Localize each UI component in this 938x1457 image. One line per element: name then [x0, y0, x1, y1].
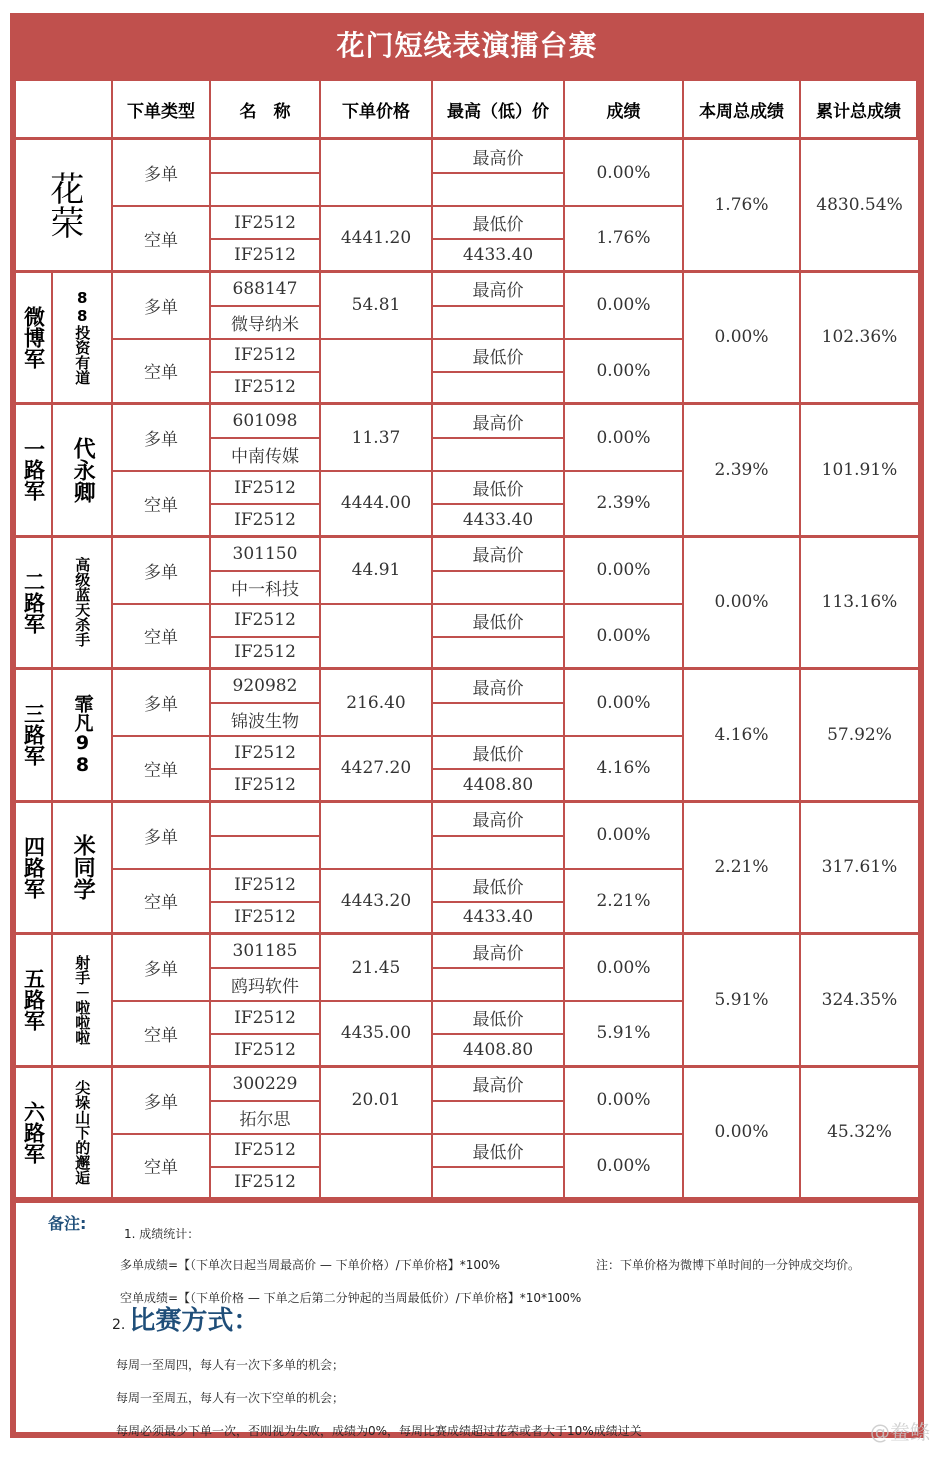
low-price-value: 4408.80 [433, 1035, 563, 1064]
participant-name-text: 88投资有道 [73, 289, 92, 386]
group-label [16, 803, 51, 933]
column-header: 累计总成绩 [801, 81, 916, 137]
result-long: 0.00% [565, 538, 682, 603]
weekly-total: 0.00% [684, 538, 799, 668]
result-long: 0.00% [565, 273, 682, 338]
group-label-text: 四路军 [21, 835, 46, 899]
stock-code: 601098 [211, 405, 319, 437]
order-price-long [321, 140, 431, 205]
stock-name: IF2512 [211, 1168, 319, 1197]
order-price-short: 4441.20 [321, 207, 431, 269]
high-price-value [433, 439, 563, 470]
page-title: 花门短线表演擂台赛 [336, 29, 598, 62]
cumulative-total: 324.35% [801, 935, 918, 1065]
high-price-value [433, 307, 563, 338]
low-price-label: 最低价 [433, 207, 563, 238]
low-price-value: 4433.40 [433, 903, 563, 932]
order-price-short [321, 605, 431, 667]
stock-name: IF2512 [211, 638, 319, 667]
low-price-label: 最低价 [433, 1135, 563, 1166]
short-formula: 空单成绩=【（下单价格 — 下单之后第二分钟起的当周最低价）/下单价格】*10*100% [120, 1291, 582, 1305]
result-short: 1.76% [565, 207, 682, 269]
stock-name: IF2512 [211, 903, 319, 932]
weekly-total: 1.76% [684, 140, 799, 270]
order-price-short [321, 340, 431, 402]
stock-name: 锦波生物 [211, 704, 319, 735]
order-type-long: 多单 [113, 670, 209, 735]
column-header: 名 称 [211, 81, 319, 137]
result-short: 0.00% [565, 1135, 682, 1197]
low-price-label: 最低价 [433, 737, 563, 768]
order-type-short: 空单 [113, 870, 209, 932]
group-label-text: 三路军 [21, 703, 46, 767]
cumulative-total: 45.32% [801, 1068, 918, 1198]
weekly-total: 0.00% [684, 1068, 799, 1198]
participant-name-text: 米同学 [70, 834, 96, 901]
cumulative-total: 4830.54% [801, 140, 918, 270]
high-price-label: 最高价 [433, 405, 563, 437]
order-type-short: 空单 [113, 1002, 209, 1064]
high-price-value [433, 969, 563, 1000]
result-long: 0.00% [565, 935, 682, 1000]
header-corner [16, 81, 111, 137]
group-label-text: 微博军 [21, 305, 46, 369]
participant-name [53, 273, 111, 403]
stock-code: IF2512 [211, 472, 319, 503]
group-label [16, 405, 51, 535]
weekly-total: 0.00% [684, 273, 799, 403]
group-label-text: 五路军 [21, 968, 46, 1032]
high-price-label: 最高价 [433, 140, 563, 172]
result-long: 0.00% [565, 140, 682, 205]
stock-code: IF2512 [211, 870, 319, 901]
low-price-label: 最低价 [433, 340, 563, 371]
participant-name-text: 代永卿 [70, 436, 96, 503]
stock-name: 中南传媒 [211, 439, 319, 470]
cumulative-total: 113.16% [801, 538, 918, 668]
high-price-value [433, 572, 563, 603]
low-price-value: 4408.80 [433, 770, 563, 799]
stock-name: 拓尔思 [211, 1102, 319, 1133]
stock-code: 300229 [211, 1068, 319, 1100]
high-price-label: 最高价 [433, 273, 563, 305]
group-label [16, 935, 51, 1065]
stock-code: IF2512 [211, 605, 319, 636]
low-price-value: 4433.40 [433, 240, 563, 269]
long-formula: 多单成绩=【（下单次日起当周最高价 — 下单价格）/下单价格】*100% [120, 1258, 501, 1272]
result-short: 5.91% [565, 1002, 682, 1064]
stock-name: IF2512 [211, 770, 319, 799]
result-short: 0.00% [565, 340, 682, 402]
order-price-short [321, 1135, 431, 1197]
result-short: 2.21% [565, 870, 682, 932]
low-price-label: 最低价 [433, 472, 563, 503]
participant-name-text: 霏凡98 [71, 693, 94, 776]
stock-code [211, 803, 319, 835]
participant-name [53, 803, 111, 933]
column-header: 最高（低）价 [433, 81, 563, 137]
stock-name: IF2512 [211, 1035, 319, 1064]
order-price-short: 4444.00 [321, 472, 431, 534]
stock-code: IF2512 [211, 207, 319, 238]
column-header: 下单价格 [321, 81, 431, 137]
order-type-long: 多单 [113, 935, 209, 1000]
order-type-long: 多单 [113, 803, 209, 868]
cumulative-total: 102.36% [801, 273, 918, 403]
stock-name: 中一科技 [211, 572, 319, 603]
stock-code: IF2512 [211, 340, 319, 371]
participant-name [16, 140, 111, 270]
participant-name [53, 670, 111, 800]
result-long: 0.00% [565, 1068, 682, 1133]
result-long: 0.00% [565, 670, 682, 735]
stock-code: IF2512 [211, 1135, 319, 1166]
result-short: 2.39% [565, 472, 682, 534]
order-type-long: 多单 [113, 405, 209, 470]
result-long: 0.00% [565, 803, 682, 868]
order-price-short: 4443.20 [321, 870, 431, 932]
price-note: 注：下单价格为微博下单时间的一分钟成交均价。 [596, 1258, 861, 1272]
section-2-number: 2. [112, 1317, 126, 1333]
high-price-label: 最高价 [433, 538, 563, 570]
weekly-total: 2.21% [684, 803, 799, 933]
participant-name-text: 射手－啦啦啦 [73, 954, 92, 1045]
section-2-title: 比赛方式： [129, 1306, 260, 1336]
participant-name [53, 405, 111, 535]
stock-code: 301150 [211, 538, 319, 570]
low-price-label: 最低价 [433, 1002, 563, 1033]
order-type-long: 多单 [113, 140, 209, 205]
high-price-label: 最高价 [433, 935, 563, 967]
stock-name: 微导纳米 [211, 307, 319, 338]
group-label-text: 六路军 [21, 1100, 46, 1164]
stock-name: IF2512 [211, 505, 319, 534]
group-label [16, 538, 51, 668]
order-price-long: 216.40 [321, 670, 431, 735]
stock-code: 920982 [211, 670, 319, 702]
low-price-value [433, 1168, 563, 1197]
stock-code: IF2512 [211, 1002, 319, 1033]
result-long: 0.00% [565, 405, 682, 470]
low-price-value [433, 373, 563, 402]
low-price-value [433, 638, 563, 667]
high-price-value [433, 174, 563, 205]
low-price-label: 最低价 [433, 605, 563, 636]
rule-1: 每周一至周四，每人有一次下多单的机会； [116, 1358, 345, 1372]
order-type-long: 多单 [113, 1068, 209, 1133]
group-label [16, 273, 51, 403]
low-price-label: 最低价 [433, 870, 563, 901]
high-price-value [433, 704, 563, 735]
order-type-long: 多单 [113, 273, 209, 338]
participant-name [53, 538, 111, 668]
stock-name [211, 174, 319, 205]
order-type-short: 空单 [113, 605, 209, 667]
notes-item-1: 1. 成绩统计： [124, 1227, 200, 1241]
column-header: 成绩 [565, 81, 682, 137]
high-price-value [433, 837, 563, 868]
order-type-long: 多单 [113, 538, 209, 603]
stock-name: 鸥玛软件 [211, 969, 319, 1000]
group-label [16, 1068, 51, 1198]
order-price-short: 4427.20 [321, 737, 431, 799]
low-price-value: 4433.40 [433, 505, 563, 534]
high-price-label: 最高价 [433, 670, 563, 702]
participant-name [53, 935, 111, 1065]
high-price-label: 最高价 [433, 803, 563, 835]
watermark: @鲞鲦 [870, 1420, 930, 1444]
weekly-total: 4.16% [684, 670, 799, 800]
stock-name [211, 837, 319, 868]
order-type-short: 空单 [113, 472, 209, 534]
order-type-short: 空单 [113, 737, 209, 799]
order-price-long: 20.01 [321, 1068, 431, 1133]
group-label-text: 二路军 [21, 570, 46, 634]
column-header: 下单类型 [113, 81, 209, 137]
order-price-long: 54.81 [321, 273, 431, 338]
stock-name: IF2512 [211, 240, 319, 269]
column-header: 本周总成绩 [684, 81, 799, 137]
result-short: 4.16% [565, 737, 682, 799]
high-price-label: 最高价 [433, 1068, 563, 1100]
participant-name [53, 1068, 111, 1198]
order-price-long: 44.91 [321, 538, 431, 603]
stock-code [211, 140, 319, 172]
score-table [10, 13, 924, 1438]
participant-name-text: 高级蓝天杀手 [73, 557, 92, 648]
cumulative-total: 101.91% [801, 405, 918, 535]
order-type-short: 空单 [113, 207, 209, 269]
weekly-total: 2.39% [684, 405, 799, 535]
group-label [16, 670, 51, 800]
cumulative-total: 57.92% [801, 670, 918, 800]
high-price-value [433, 1102, 563, 1133]
order-type-short: 空单 [113, 1135, 209, 1197]
weekly-total: 5.91% [684, 935, 799, 1065]
stock-code: IF2512 [211, 737, 319, 768]
section-2-heading [112, 1300, 259, 1337]
rule-3: 每周必须最少下单一次，否则视为失败，成绩为0%，每周比赛成绩超过花荣或者大于10%成绩过关 [116, 1424, 642, 1438]
rule-2: 每周一至周五，每人有一次下空单的机会； [116, 1391, 345, 1405]
participant-name-text: 花荣 [43, 170, 84, 239]
stock-name: IF2512 [211, 373, 319, 402]
cumulative-total: 317.61% [801, 803, 918, 933]
order-price-long [321, 803, 431, 868]
stock-code: 301185 [211, 935, 319, 967]
notes-label: 备注: [48, 1214, 87, 1233]
order-price-short: 4435.00 [321, 1002, 431, 1064]
stock-code: 688147 [211, 273, 319, 305]
result-short: 0.00% [565, 605, 682, 667]
group-label-text: 一路军 [21, 438, 46, 502]
order-price-long: 21.45 [321, 935, 431, 1000]
order-price-long: 11.37 [321, 405, 431, 470]
order-type-short: 空单 [113, 340, 209, 402]
participant-name-text: 尖垛山下的邂逅 [73, 1079, 92, 1185]
